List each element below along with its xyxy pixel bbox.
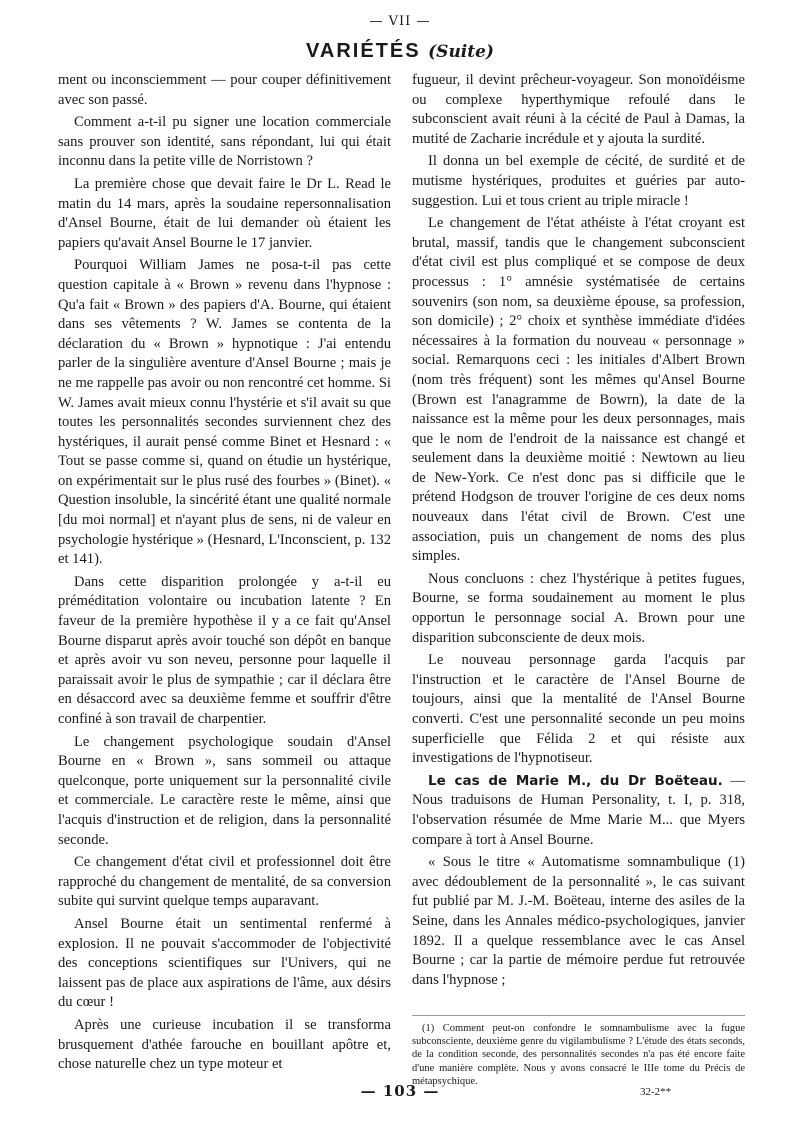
footnote-text: (1) Comment peut-on confondre le somnambulisme avec la fugue subconsciente, deuxième genre du vigilambulisme ? L'étude des états seconds, de la condition seconde, des personnalités secondes n'a pas été encore faite d'une manière complète. Nous y avons consacré le IIIe tome du Précis de métapsychique. [412,1023,745,1087]
paragraph: ment ou inconsciemment — pour couper définitivement avec son passé. [58,72,391,108]
case-heading: Le cas de Marie M., du Dr Boëteau. [428,772,723,789]
section-title [0,40,800,63]
paragraph: Nous concluons : chez l'hystérique à petites fugues, Bourne, se forma soudainement au moment le plus opportun le personnage social A. Brown pour une disparition subconsciente de deux mois. [412,570,745,646]
footnote [412,1015,745,1088]
paragraph: Ansel Bourne était un sentimental renfermé à explosion. Il ne pouvait s'accommoder de l'objectivité des conceptions scientifiques sur l'Univers, qui ne laissent pas de place aux aspirations de l'âme, aux désirs du cœur ! [58,915,391,1011]
paragraph: Ce changement d'état civil et professionnel doit être rapproché du changement de mentalité, de sa conversion subite qui survint quelque temps auparavant. [58,854,391,910]
paragraph: Après une curieuse incubation il se transforma brusquement d'athée farouche en bouillant apôtre et, chose naturelle chez un type moteur et [58,1016,391,1073]
page-number-top: — VII — [369,14,431,29]
paragraph: La première chose que devait faire le Dr L. Read le matin du 14 mars, après la soudaine repersonnalisation d'Ansel Bourne, était de lui demander où étaient les papiers qu'avait Ansel Bourne le 17 janvier. [58,175,391,251]
right-column [412,71,745,993]
paragraph: Pourquoi William James ne posa-t-il pas cette question capitale à « Brown » revenu dans l'hypnose : Qu'a fait « Brown » des papiers d'A. Bourne, qui étaient dans ses vêtements ? W. James se contenta de la déclaration du « Brown » hypnotique : J'ai entendu parler de la singulière aventure d'Ansel Bourne ; mais je ne me rappelle pas avoir ou non rencontré cet homme. Si W. James avait mieux connu l'hystérie et s'il avait su que toutes les personnalités secondes surviennent chez des hystériques, il aurait pensé comme Binet et Hesnard : « Tout se passe comme si, quand on étudie un hystérique, on expérimentait sur le plus rusé des fourbes » (Binet). « Question insoluble, la sincérité étant une qualité normale [du moi normal] et n'ayant plus de sens, ni de valeur en psychologie hystérique » (Hesnard, L'Inconscient, p. 132 et 141). [58,257,391,568]
paragraph: Le nouveau personnage garda l'acquis par l'instruction et le caractère de l'Ansel Bourne de toujours, ainsi que la mentalité de l'Ansel Bourne converti. C'est une personnalité seconde un peu moins superficielle que Félida 2 et qui résiste aux investigations de l'hypnotiseur. [412,652,745,767]
section-title-suite: (Suite) [428,42,494,62]
paragraph: Dans cette disparition prolongée y a-t-il eu préméditation volontaire ou incubation latente ? En faveur de la première hypothèse il y a ce fait qu'Ansel Bourne disparut après avoir touché son dépôt en banque et après avoir vu son neveu, personne pour laquelle il paraissait avoir le plus de sympathie ; car il déclara être en désaccord avec sa deuxième femme et souffrir d'être confiné à son travail de charpentier. [58,573,391,727]
printer-signature: 32-2** [640,1086,672,1098]
paragraph: « Sous le titre « Automatisme somnambulique (1) avec dédoublement de la personnalité », le cas suivant fut publié par M. J.-M. Boëteau, interne des asiles de la Seine, dans les Annales médico-psychologiques, janvier 1892. Il a quelque ressemblance avec le cas Ansel Bourne ; car la partie de mémoire perdue fut retrouvée dans l'hypnose ; [412,854,745,988]
page-number-bottom: — 103 — [360,1082,440,1100]
paragraph: Comment a-t-il pu signer une location commerciale sans prouver son identité, sans répondant, lui qui était inconnu dans la petite ville de Norristown ? [58,114,391,170]
left-column [58,71,391,1078]
paragraph: Le changement psychologique soudain d'Ansel Bourne en « Brown », sans sommeil ou attaque quelconque, porte uniquement sur la personnalité civile et commerciale. Le caractère reste le même, ainsi que l'acquis d'instruction et de religion, dans la personnalité seconde. [58,733,391,848]
paragraph: Le changement de l'état athéiste à l'état croyant est brutal, massif, tandis que le changement subconscient d'état civil est plus compliqué et se compose de deux processus : 1° amnésie systématisée de certains souvenirs (son nom, sa deuxième épouse, sa profession, son domicile) ; 2° choix et synthèse immédiate d'idées nécessaires à la formation du nouveau « personnage » social. Remarquons ceci : les initiales d'Albert Brown (nom très fréquent) sont les mêmes qu'Ansel Bourne (Brown est l'anagramme de Bowrn), la date de la naissance est la même pour les deux personnages, mais que le nom de l'endroit de la naissance est changé et seulement dans la deuxième moitié : Newtown au lieu de New-York. Ce n'est donc pas si difficile que le prétend Hodgson de trouver l'origine de ces deux noms nouveaux dans l'état civil de Brown. C'est une association, puis un changement de noms des plus simples. [412,215,745,565]
section-title-text: VARIÉTÉS [306,40,421,62]
paragraph: Il donna un bel exemple de cécité, de surdité et de mutisme hystériques, produites et guéries par auto-suggestion. Lui et tous crient au triple miracle ! [412,153,745,209]
case-text: — Nous traduisons de Human Personality, t. I, p. 318, l'observation résumée de Mme Marie M... que Myers compare à tort à Ansel Bourne. [412,772,745,848]
case-paragraph [412,772,745,850]
paragraph: fugueur, il devint prêcheur-voyageur. Son monoïdéisme ou complexe hyperthymique refoulé dans le subconscient avait réuni à la cécité de Paul à Damas, la mutité de Zacharie incrédule et y ajouta la surdité. [412,72,745,147]
